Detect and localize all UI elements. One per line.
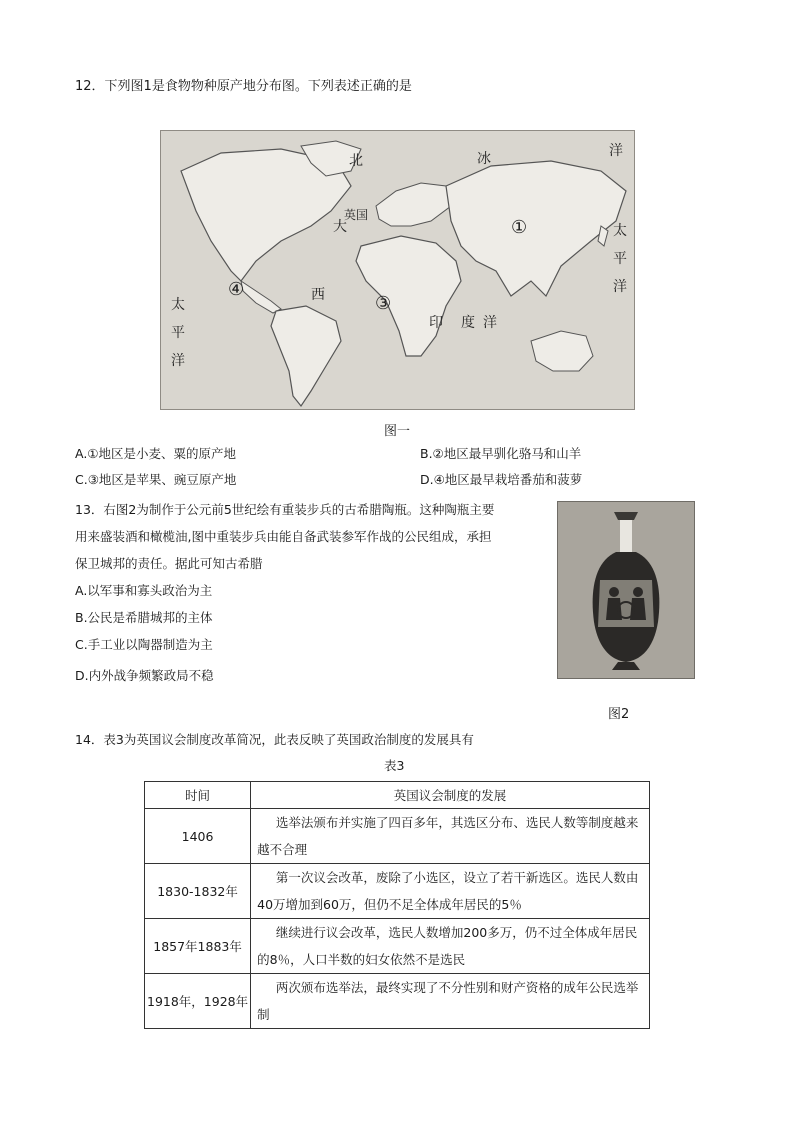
row-time: 1857年1883年 xyxy=(145,919,251,974)
australia-landmass xyxy=(531,331,593,371)
world-map-figure xyxy=(160,130,635,410)
row-desc: 继续进行议会改革，选民人数增加200多万，仍不过全体成年居民的8％，人口半数的妇女依然不是选民 xyxy=(251,919,650,974)
figure-1-caption: 图一 xyxy=(384,424,411,439)
table-row xyxy=(145,974,650,1029)
row-desc: 选举法颁布并实施了四百多年，其选区分布、选民人数等制度越来越不合理 xyxy=(251,809,650,864)
q13-stem-line-2: 用来盛装酒和橄榄油,图中重装步兵由能自备武装参军作战的公民组成，承担 xyxy=(75,529,492,544)
q13-option-a[interactable]: A.以军事和寡头政治为主 xyxy=(75,583,213,598)
table-row xyxy=(145,809,650,864)
q12-option-b[interactable]: B.②地区最早驯化骆马和山羊 xyxy=(420,446,582,461)
map-label-bei: 北 xyxy=(349,153,363,169)
header-development: 英国议会制度的发展 xyxy=(251,782,650,809)
map-label-xi: 西 xyxy=(311,287,325,303)
map-label-yang-right: 洋 xyxy=(613,279,627,295)
question-12-stem: 12．下列图1是食物物种原产地分布图。下列表述正确的是 xyxy=(75,79,412,94)
map-label-yang-left: 洋 xyxy=(171,353,185,369)
table-row xyxy=(145,919,650,974)
map-label-du: 度 xyxy=(461,315,475,331)
map-label-yang-indian: 洋 xyxy=(483,315,497,331)
greek-vase-photo xyxy=(557,501,695,679)
q13-option-b[interactable]: B.公民是希腊城邦的主体 xyxy=(75,610,213,625)
q13-option-d[interactable]: D.内外战争频繁政局不稳 xyxy=(75,668,214,683)
asia-landmass xyxy=(446,161,626,296)
q12-option-a[interactable]: A.①地区是小麦、粟的原产地 xyxy=(75,446,237,461)
figure-2-caption: 图2 xyxy=(608,707,630,722)
row-time: 1830-1832年 xyxy=(145,864,251,919)
africa-landmass xyxy=(356,236,461,356)
q14-stem: 14．表3为英国议会制度改革简况，此表反映了英国政治制度的发展具有 xyxy=(75,732,474,747)
map-label-tai-left: 太 xyxy=(171,297,185,313)
south-america-landmass xyxy=(271,306,341,406)
parliament-reform-table xyxy=(144,781,650,1029)
q13-option-c[interactable]: C.手工业以陶器制造为主 xyxy=(75,637,213,652)
table-3-title: 表3 xyxy=(384,758,405,773)
map-label-bing: 冰 xyxy=(477,151,491,167)
vase-neck xyxy=(620,520,632,552)
map-label-da: 大 xyxy=(333,219,347,235)
map-label-yingguo: 英国 xyxy=(344,208,369,222)
table-header-row xyxy=(145,782,650,809)
row-desc: 两次颁布选举法，最终实现了不分性别和财产资格的成年公民选举制 xyxy=(251,974,650,1029)
map-label-yang-top: 洋 xyxy=(609,143,623,159)
row-desc: 第一次议会改革，废除了小选区，设立了若干新选区。选民人数由40万增加到60万，但仍不足全体成年居民的5％ xyxy=(251,864,650,919)
header-time: 时间 xyxy=(145,782,251,809)
map-marker-4: ④ xyxy=(228,279,245,300)
map-label-yin: 印 xyxy=(429,315,443,331)
row-time: 1918年，1928年 xyxy=(145,974,251,1029)
q12-option-c[interactable]: C.③地区是苹果、豌豆原产地 xyxy=(75,472,237,487)
q13-stem-line-3: 保卫城邦的责任。据此可知古希腊 xyxy=(75,556,263,571)
europe-landmass xyxy=(376,183,451,226)
map-marker-3: ③ xyxy=(375,293,392,314)
q13-stem-line-1: 13．右图2为制作于公元前5世纪绘有重装步兵的古希腊陶瓶。这种陶瓶主要 xyxy=(75,502,495,517)
table-row xyxy=(145,864,650,919)
row-time: 1406 xyxy=(145,809,251,864)
vase-mouth xyxy=(614,512,638,520)
map-label-ping-right: 平 xyxy=(613,251,627,267)
map-label-ping-left: 平 xyxy=(171,325,185,341)
q12-option-d[interactable]: D.④地区最早栽培番茄和菠萝 xyxy=(420,472,583,487)
map-label-tai-right: 太 xyxy=(613,223,627,239)
map-marker-1: ① xyxy=(511,217,528,238)
central-america-landmass xyxy=(241,281,281,313)
